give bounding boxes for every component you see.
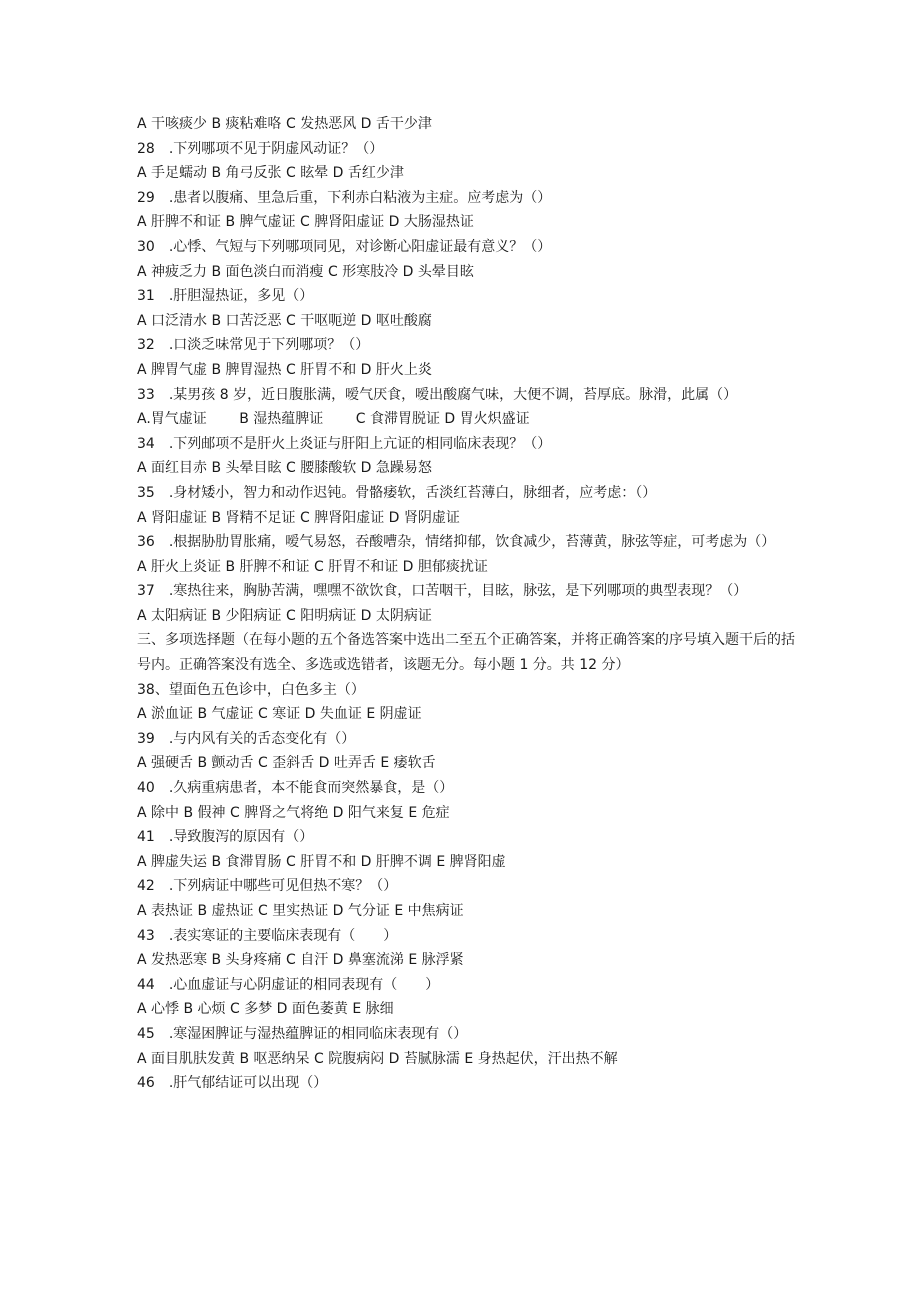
question-stem: 42 .下列病证中哪些可见但热不寒？（）: [137, 878, 398, 895]
question-stem: 45 .寒湿困脾证与湿热蕴脾证的相同临床表现有（）: [137, 1025, 468, 1042]
answer-options: A 强硬舌 B 颤动舌 C 歪斜舌 D 吐弄舌 E 痿软舌: [137, 755, 436, 772]
exam-text-body: [137, 112, 797, 1096]
question-stem: 32 .口淡乏味常见于下列哪项？（）: [137, 337, 370, 354]
question-stem: 41 .导致腹泻的原因有（）: [137, 829, 314, 846]
answer-options: A 手足蠕动 B 角弓反张 C 眩晕 D 舌红少津: [137, 165, 404, 182]
answer-options: A 太阳病证 B 少阳病证 C 阳明病证 D 太阴病证: [137, 607, 432, 624]
question-stem: 31 .肝胆湿热证，多见（）: [137, 288, 314, 305]
answer-options: A 脾胃气虚 B 脾胃湿热 C 肝胃不和 D 肝火上炎: [137, 361, 432, 378]
answer-options: A 肝脾不和证 B 脾气虚证 C 脾肾阳虚证 D 大肠湿热证: [137, 214, 474, 231]
answer-options: A 除中 B 假神 C 脾肾之气将绝 D 阳气来复 E 危症: [137, 804, 450, 821]
answer-options: A 肝火上炎证 B 肝脾不和证 C 肝胃不和证 D 胆郁痰扰证: [137, 558, 488, 575]
question-stem: 40 .久病重病患者，本不能食而突然暴食，是（）: [137, 780, 454, 797]
question-stem: 46 .肝气郁结证可以出现（）: [137, 1075, 328, 1092]
answer-options: A 淤血证 B 气虚证 C 寒证 D 失血证 E 阴虚证: [137, 706, 422, 723]
answer-options: A 心悸 B 心烦 C 多梦 D 面色萎黄 E 脉细: [137, 1001, 394, 1018]
answer-options: A 口泛清水 B 口苦泛恶 C 干呕呃逆 D 呕吐酸腐: [137, 312, 432, 329]
answer-options: A 肾阳虚证 B 肾精不足证 C 脾肾阳虚证 D 肾阴虚证: [137, 509, 460, 526]
question-stem: 29 .患者以腹痛、里急后重，下利赤白粘液为主症。应考虑为（）: [137, 189, 552, 206]
answer-options: A 发热恶寒 B 头身疼痛 C 自汗 D 鼻塞流涕 E 脉浮紧: [137, 952, 464, 969]
answer-options: A 神疲乏力 B 面色淡白而消瘦 C 形寒肢冷 D 头晕目眩: [137, 263, 474, 280]
answer-options: A 面红目赤 B 头晕目眩 C 腰膝酸软 D 急躁易怒: [137, 460, 432, 477]
question-stem: 35 .身材矮小，智力和动作迟钝。骨骼痿软，舌淡红苔薄白，脉细者，应考虑：（）: [137, 484, 657, 501]
answer-options: A 干咳痰少 B 痰粘难咯 C 发热恶风 D 舌干少津: [137, 116, 432, 132]
question-stem: 37 .寒热往来，胸胁苦满，嘿嘿不欲饮食，口苦咽干，目眩，脉弦，是下列哪项的典型表现？（）: [137, 583, 748, 600]
question-stem: 36 .根据胁肋胃胀痛，嗳气易怒，吞酸嘈杂，情绪抑郁，饮食减少，苔薄黄，脉弦等症，可考虑为（）: [137, 534, 776, 551]
question-stem: 28 .下列哪项不见于阴虚风动证？（）: [137, 140, 384, 157]
question-stem: 33 .某男孩 8 岁，近日腹胀满，嗳气厌食，嗳出酸腐气味，大便不调，苔厚底。脉滑，此属（）: [137, 386, 738, 403]
section-heading: 三、多项选择题（在每小题的五个备选答案中选出二至五个正确答案，并将正确答案的序号填入题干后的括号内。正确答案没有选全、多选或选错者，该题无分。每小题 1 分。共 12 分）: [137, 632, 795, 674]
question-stem: 39 .与内风有关的舌态变化有（）: [137, 730, 356, 747]
answer-options: A.胃气虚证 B 湿热蕴脾证 C 食滞胃脱证 D 胃火炽盛证: [137, 411, 530, 428]
answer-options: A 脾虚失运 B 食滞胃肠 C 肝胃不和 D 肝脾不调 E 脾肾阳虚: [137, 853, 506, 870]
answer-options: A 面目肌肤发黄 B 呕恶纳呆 C 院腹病闷 D 苔腻脉濡 E 身热起伏，汗出热不解: [137, 1050, 618, 1067]
question-stem: 30 .心悸、气短与下列哪项同见，对诊断心阳虚证最有意义？（）: [137, 238, 552, 255]
question-stem: 44 .心血虚证与心阴虚证的相同表现有（ ）: [137, 976, 440, 993]
question-stem: 43 .表实寒证的主要临床表现有（ ）: [137, 927, 398, 944]
question-stem: 34 .下列邮项不是肝火上炎证与肝阳上亢证的相同临床表现？（）: [137, 435, 552, 452]
question-stem: 38、望面色五色诊中，白色多主（）: [137, 681, 365, 698]
answer-options: A 表热证 B 虚热证 C 里实热证 D 气分证 E 中焦病证: [137, 903, 464, 919]
